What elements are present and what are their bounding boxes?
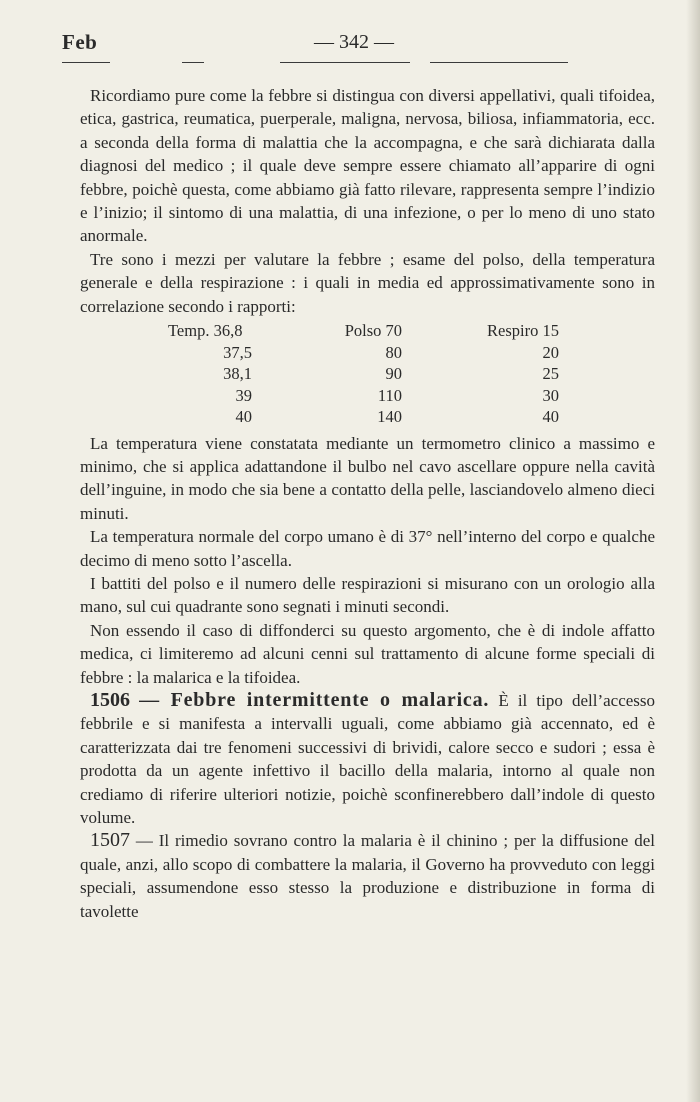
entry-number: 1507 xyxy=(90,829,130,852)
paragraph: Tre sono i mezzi per valutare la febbre ; esame del polso, della temperatura generale e della respirazione : i quali in media ed approssimativamente sono in correlazione secondo i rapporti: xyxy=(80,249,655,316)
entry-1506 xyxy=(80,689,655,829)
page-edge-shadow xyxy=(686,0,700,1102)
vital-signs-table xyxy=(80,320,559,428)
body-text xyxy=(80,84,655,923)
table-cell: 40 xyxy=(235,407,252,427)
table-cell: 20 xyxy=(542,342,559,362)
table-cell: 30 xyxy=(542,385,559,405)
entry-text: — Il rimedio sovrano contro la malaria è il chinino ; per la diffusione del quale, anzi, allo scopo di combattere la malaria, il Governo ha provveduto con leggi speciali, assumendone esso stesso la produzione e distribuzione in forma di tavolette xyxy=(80,831,655,921)
table-cell: 80 xyxy=(385,342,402,362)
paragraph: La temperatura normale del corpo umano è di 37° nell’interno del corpo e qualche decimo di meno sotto l’ascella. xyxy=(80,527,655,570)
table-cell: 38,1 xyxy=(223,364,252,384)
paragraph: La temperatura viene constatata mediante un termometro clinico a massimo e minimo, che si applica adattandone il bulbo nel cavo ascellare oppure nella cavità dell’inguine, in modo che sia bene a contatto della pelle, lasciandovelo almeno dieci minuti. xyxy=(80,433,655,523)
page-header xyxy=(62,30,662,60)
entry-number: 1506 xyxy=(90,689,130,712)
header-rule xyxy=(182,62,204,63)
paragraph: I battiti del polso e il numero delle respirazioni si misurano con un orologio alla mano, sul cui quadrante sono segnati i minuti secondi. xyxy=(80,574,655,617)
table-cell: 110 xyxy=(377,385,402,405)
table-row xyxy=(80,406,559,428)
paragraph: Ricordiamo pure come la febbre si distingua con diversi appellativi, quali tifoidea, etica, gastrica, reumatica, puerperale, maligna, nervosa, biliosa, infiammatoria, ecc. a seconda della forma di malattia che la accompagna, e che sarà dichiarata dalla diagnosi del medico ; il quale deve sempre essere chiamato all’apparire di ogni febbre, poichè questa, come abbiamo già fatto rilevare, rappresenta sempre l’indizio e l’inizio; il sintomo di una malattia, di una infezione, o per lo meno di uno stato anormale. xyxy=(80,86,655,246)
header-rule xyxy=(62,62,110,63)
table-row xyxy=(80,320,559,342)
running-head: Feb xyxy=(62,30,98,54)
entry-text: È il tipo dell’accesso febbrile e si manifesta a intervalli uguali, come abbiamo già accennato, ed è caratterizzata dai tre fenomeni successivi di brividi, calore secco e sudori ; essa è prodotta da un agente infettivo il bacillo della malaria, intorno al quale non crediamo di riferire ulteriori notizie, poichè sconfinerebbero dall’indole di questo volume. xyxy=(80,691,656,828)
table-row xyxy=(80,342,559,364)
table-row xyxy=(80,363,559,385)
table-cell: 39 xyxy=(235,385,252,405)
header-rule xyxy=(280,62,410,63)
table-row xyxy=(80,385,559,407)
table-cell: 37,5 xyxy=(223,342,252,362)
entry-1507 xyxy=(80,829,655,923)
paragraph: Non essendo il caso di diffonderci su questo argomento, che è di indole affatto medica, ci limiteremo ad alcuni cenni sul trattamento di alcune forme speciali di febbre : la malarica e la tifoidea. xyxy=(80,620,655,687)
page-number: — 342 — xyxy=(314,31,394,53)
table-cell: Respiro 15 xyxy=(487,321,559,341)
table-cell: Temp. 36,8 xyxy=(168,321,243,341)
table-cell: 40 xyxy=(542,407,559,427)
header-rule xyxy=(430,62,568,63)
table-cell: Polso 70 xyxy=(344,321,402,341)
table-cell: 25 xyxy=(542,364,559,384)
table-cell: 140 xyxy=(377,407,402,427)
entry-title: — Febbre intermittente o malarica. xyxy=(139,689,490,712)
table-cell: 90 xyxy=(385,364,402,384)
